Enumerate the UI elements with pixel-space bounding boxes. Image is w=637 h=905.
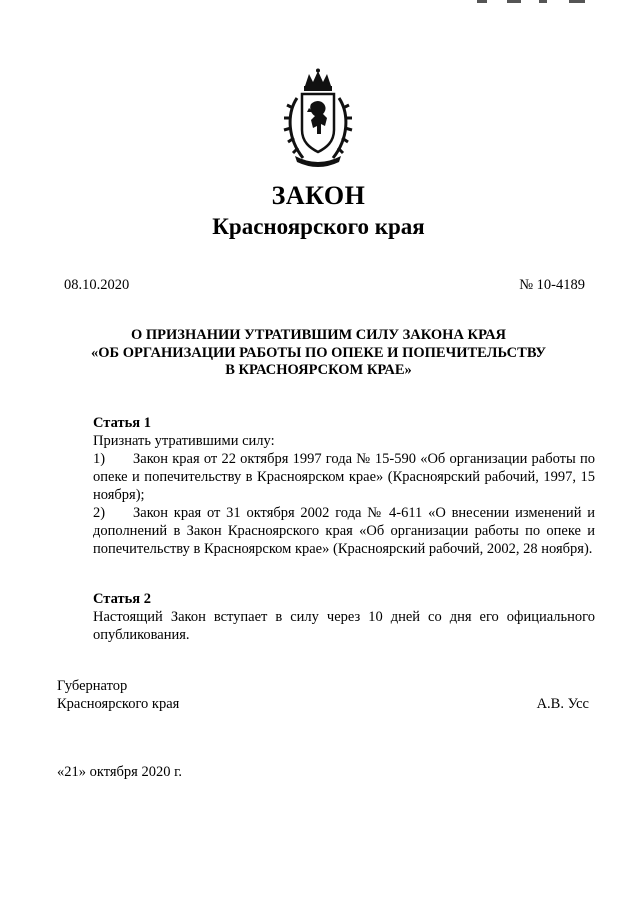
signatory-position: Губернатор <box>57 678 128 694</box>
signature-block <box>57 677 595 713</box>
signing-date: «21» октября 2020 г. <box>57 764 183 780</box>
signatory-region: Красноярского края <box>57 696 180 712</box>
item-text: Закон края от 31 октября 2002 года № 4-611 «О внесении изменений и дополнений в Закон Красноярского края «Об организации работы по опеке и попечительству в Красноярском крае» (Красноярский рабочий, 2002, 28 ноября). <box>93 505 595 557</box>
document-title: ЗАКОН <box>271 181 366 210</box>
article-intro: Признать утратившими силу: <box>93 433 275 449</box>
heading-line: О ПРИЗНАНИИ УТРАТИВШИМ СИЛУ ЗАКОНА КРАЯ <box>130 327 507 343</box>
item-number: 1) <box>93 451 106 467</box>
signatory-name: А.В. Усс <box>536 696 589 712</box>
article-title: Статья 1 <box>93 415 151 431</box>
heading-line: «ОБ ОРГАНИЗАЦИИ РАБОТЫ ПО ОПЕКЕ И ПОПЕЧИТЕЛЬСТВУ <box>91 344 546 361</box>
article-2 <box>57 590 595 644</box>
article-item <box>57 450 595 504</box>
document-date: 08.10.2020 <box>64 277 130 293</box>
article-item <box>57 504 595 558</box>
item-text: Закон края от 22 октября 1997 года № 15-590 «Об организации работы по опеке и попечительству в Красноярском крае» (Красноярский рабочий, 1997, 15 ноября); <box>93 451 595 503</box>
scan-marks <box>477 0 597 6</box>
article-text: Настоящий Закон вступает в силу через 10 дней со дня его официального опубликования. <box>93 609 595 643</box>
krasnoyarsk-coat-of-arms-icon <box>283 68 353 170</box>
document-subtitle: Красноярского края <box>212 214 425 239</box>
law-heading <box>40 327 597 380</box>
article-1 <box>57 414 595 558</box>
item-number: 2) <box>93 505 106 521</box>
heading-line: В КРАСНОЯРСКОМ КРАЕ» <box>225 362 412 378</box>
article-title: Статья 2 <box>93 591 151 607</box>
document-number: № 10-4189 <box>519 277 585 293</box>
